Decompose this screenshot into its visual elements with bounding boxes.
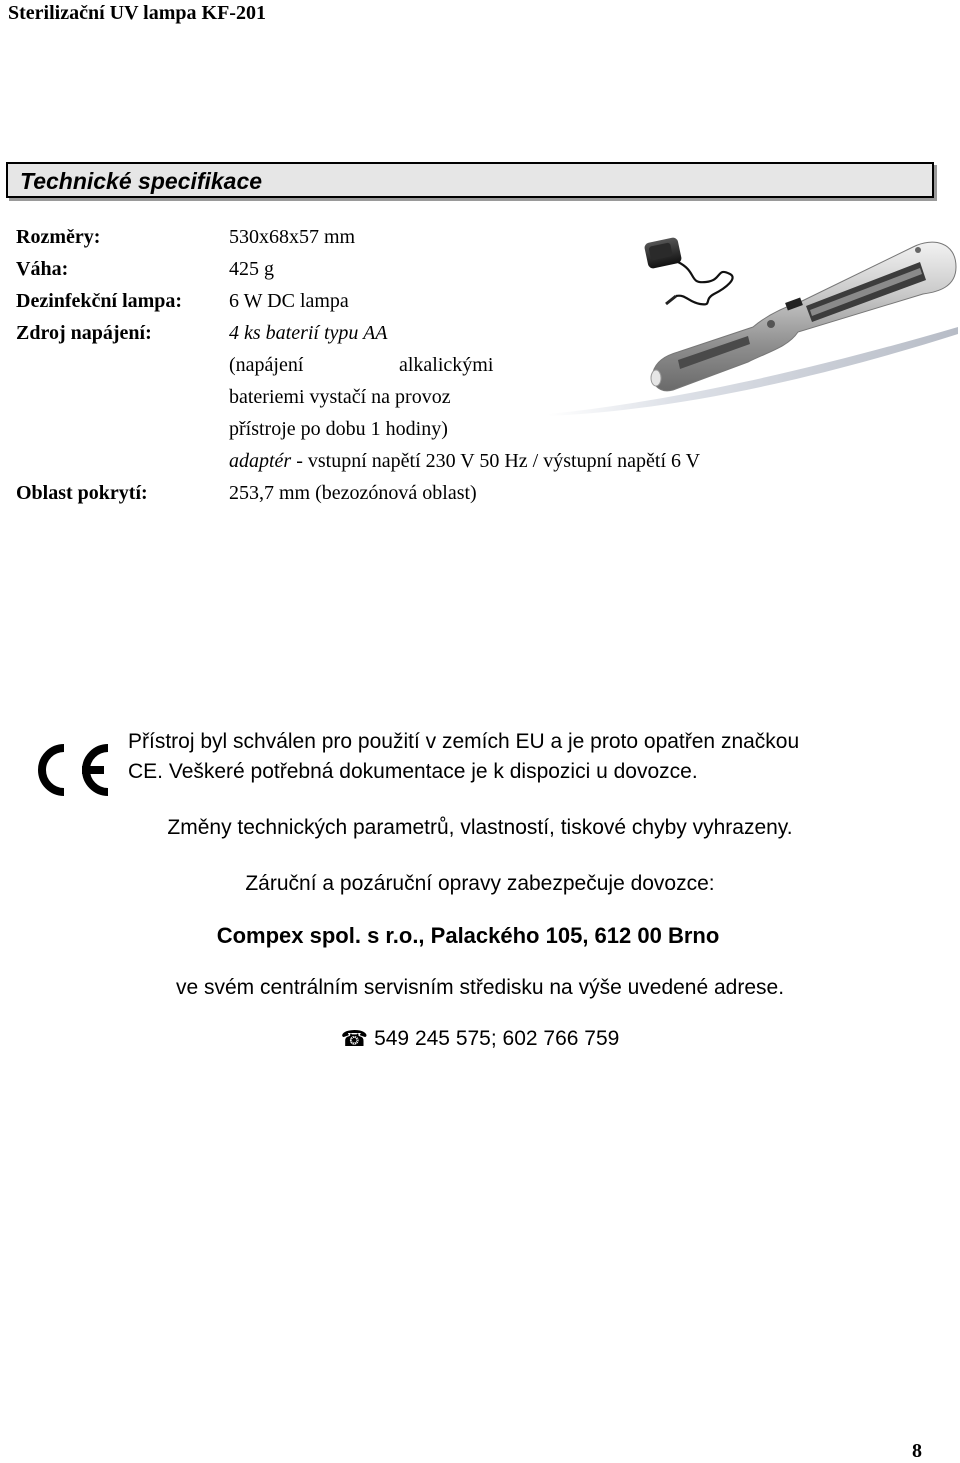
spec-value-zdroj-note-line3: přístroje po dobu 1 hodiny)	[229, 418, 448, 440]
changes-reserved-notice: Změny technických parametrů, vlastností, tiskové chyby vyhrazeny.	[167, 816, 793, 839]
section-header-bar	[6, 162, 934, 198]
uv-lamp-with-adapter-image	[538, 222, 958, 422]
document-header-title: Sterilizační UV lampa KF-201	[8, 2, 266, 24]
spec-value-vaha: 425 g	[229, 258, 274, 280]
warranty-notice: Záruční a pozáruční opravy zabezpečuje dovozce:	[245, 872, 715, 895]
spec-value-rozmery: 530x68x57 mm	[229, 226, 356, 248]
phone-contact	[0, 1026, 960, 1052]
spec-value-zdroj-note-alkaline: alkalickými	[399, 354, 494, 376]
ce-approval-text-line-1: Přístroj byl schválen pro použití v zemích EU a je proto opatřen značkou	[128, 730, 800, 753]
spec-label-oblast: Oblast pokrytí:	[16, 482, 148, 504]
ce-approval-text-line-2: CE. Veškeré potřebná dokumentace je k dispozici u dovozce.	[128, 760, 698, 783]
service-center-notice: ve svém centrálním servisním středisku na výše uvedené adrese.	[175, 976, 785, 999]
ce-mark-icon	[30, 740, 112, 800]
adapter-spec: - vstupní napětí 230 V 50 Hz / výstupní napětí 6 V	[291, 450, 701, 472]
page-number: 8	[912, 1440, 922, 1462]
spec-value-zdroj-note-start: (napájení	[229, 354, 304, 376]
section-title: Technické specifikace	[20, 168, 263, 194]
spec-value-oblast: 253,7 mm (bezozónová oblast)	[229, 482, 477, 504]
spec-value-lampa: 6 W DC lampa	[229, 290, 349, 312]
spec-label-vaha: Váha:	[16, 258, 69, 280]
spec-value-zdroj-batteries: 4 ks baterií typu AA	[229, 322, 388, 344]
phone-numbers: 549 245 575; 602 766 759	[374, 1027, 620, 1050]
spec-label-lampa: Dezinfekční lampa:	[16, 290, 183, 312]
spec-value-adapter	[229, 450, 700, 473]
phone-icon: ☎	[340, 1026, 369, 1051]
spec-label-rozmery: Rozměry:	[16, 226, 101, 248]
spec-value-zdroj-note-line2: bateriemi vystačí na provoz	[229, 386, 451, 408]
importer-company-address: Compex spol. s r.o., Palackého 105, 612 00 Brno	[216, 923, 720, 948]
adapter-label: adaptér	[229, 450, 292, 472]
spec-label-zdroj: Zdroj napájení:	[16, 322, 152, 344]
